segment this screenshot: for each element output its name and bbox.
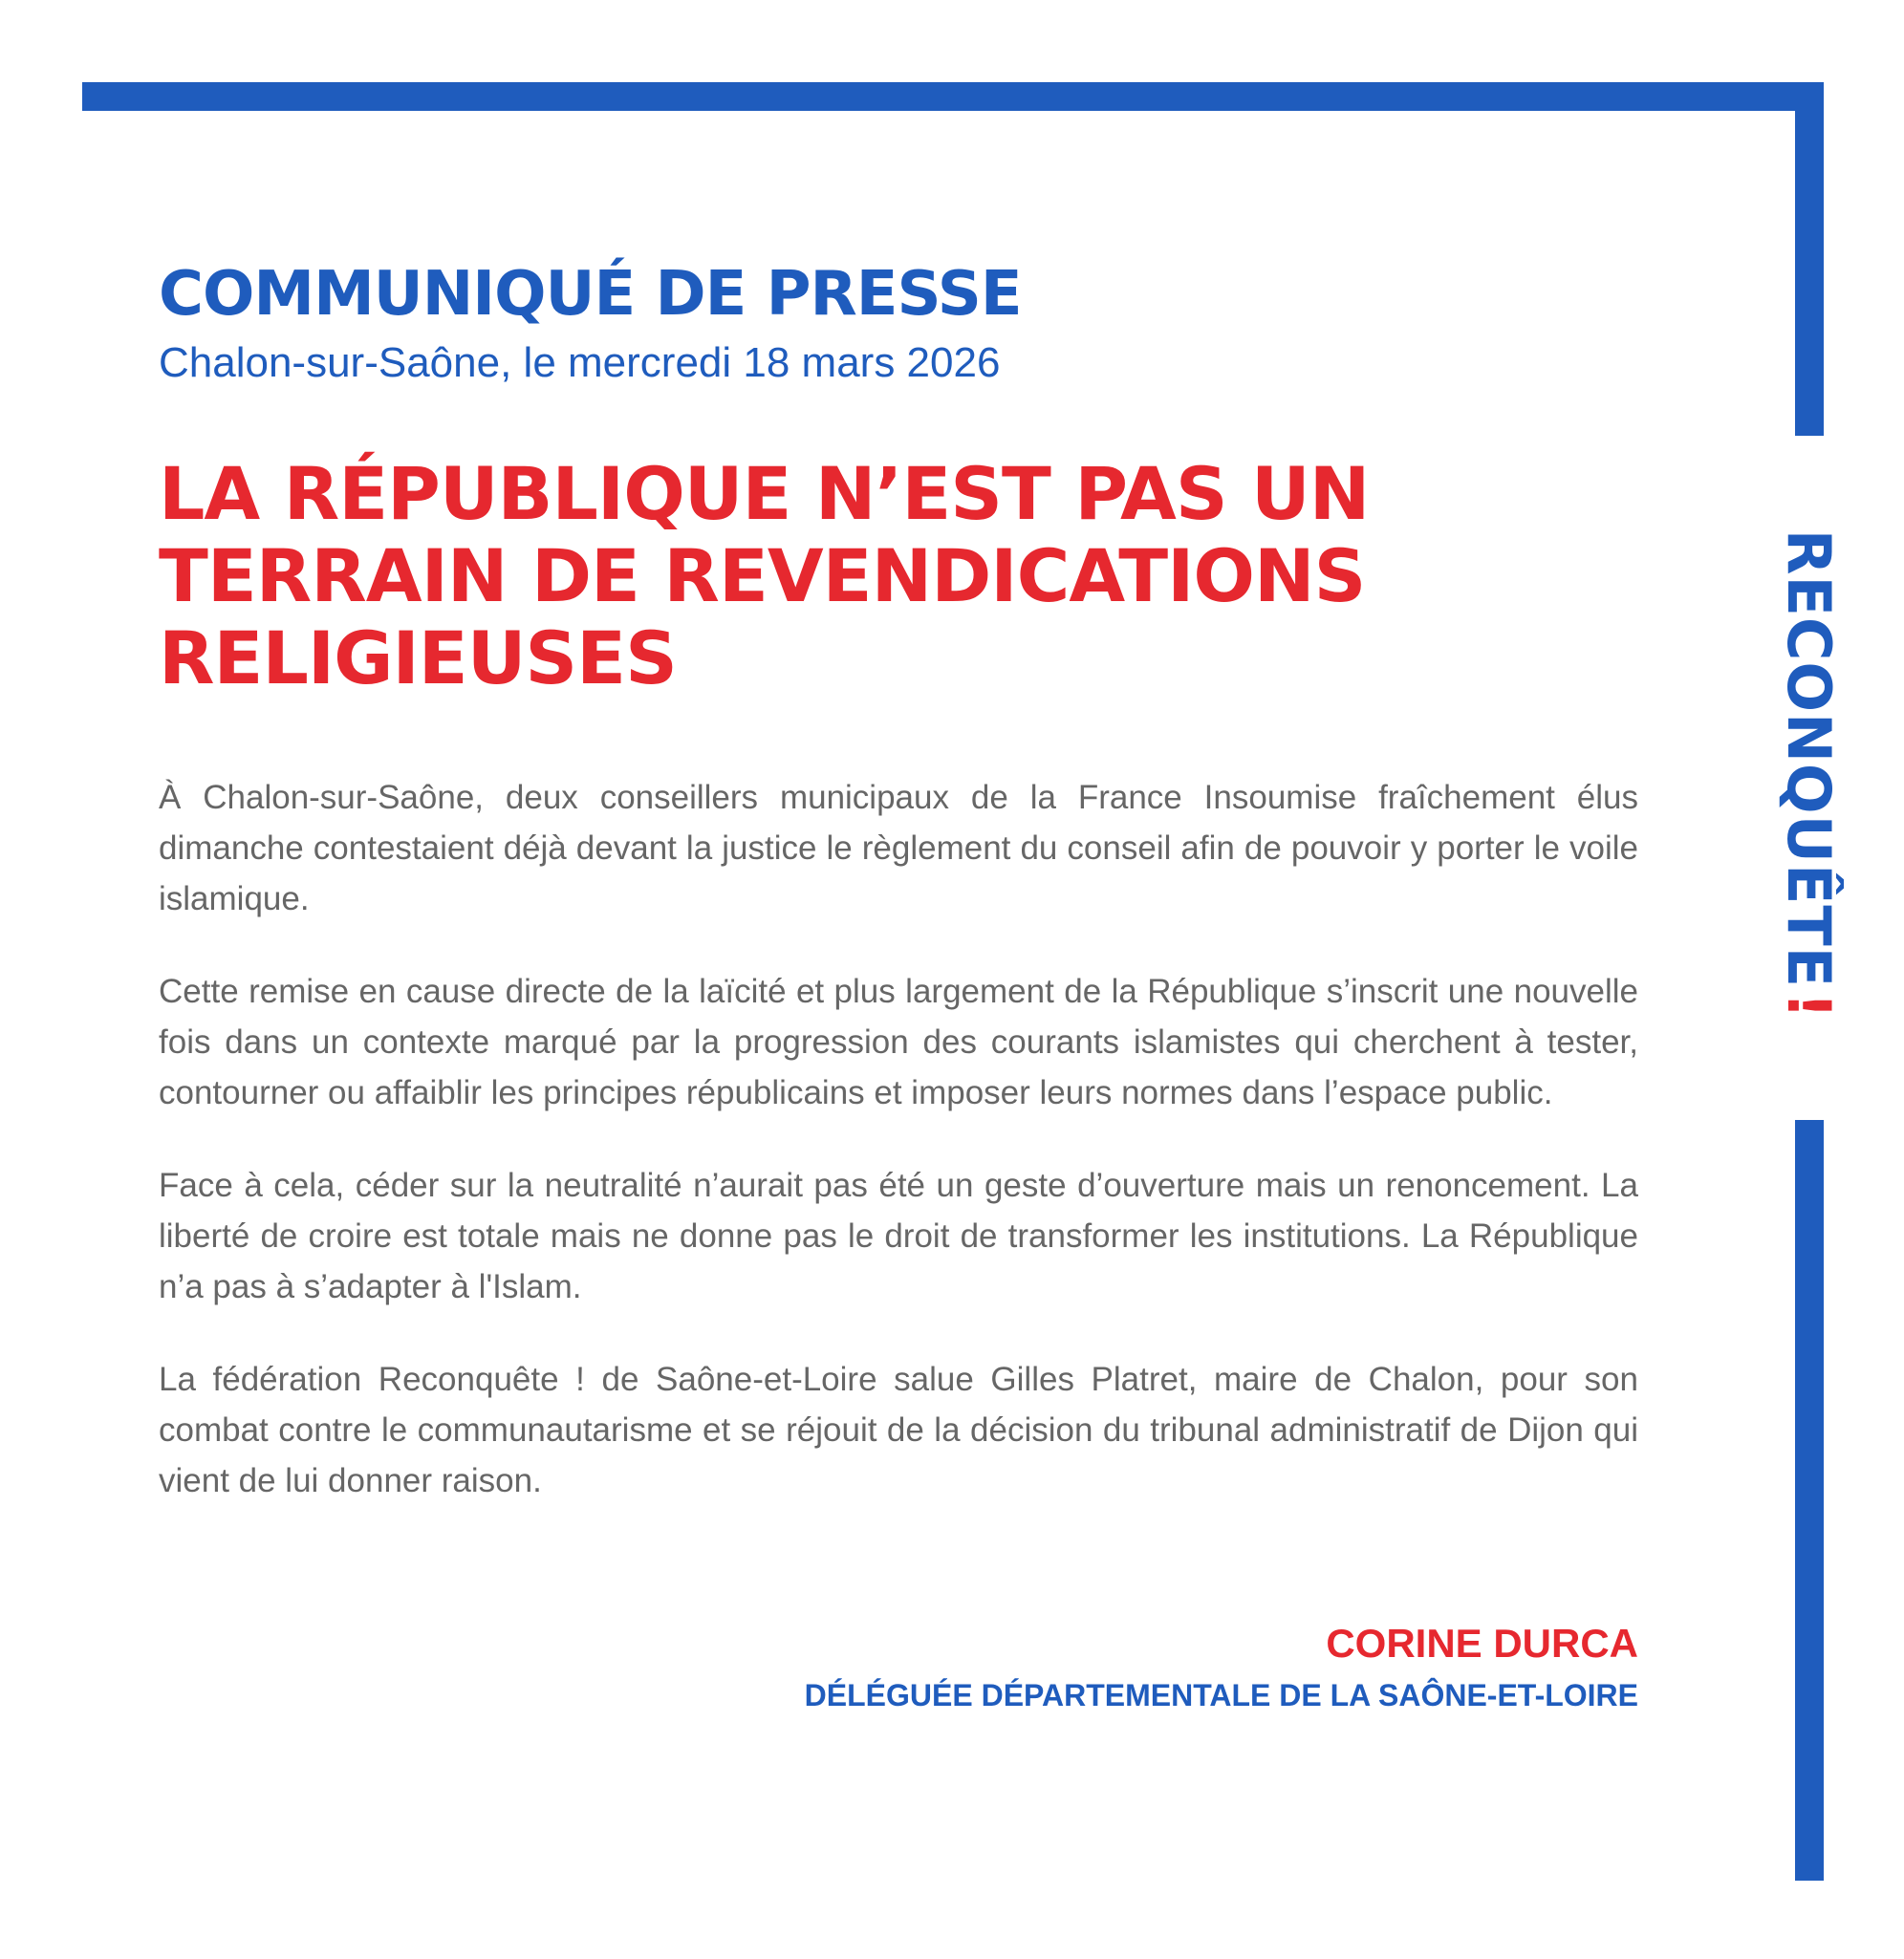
logo-wordmark: RECONQUÊTE bbox=[1774, 528, 1845, 988]
frame-right-bar-lower bbox=[1795, 1120, 1824, 1881]
headline-line: LA RÉPUBLIQUE N’EST PAS UN bbox=[159, 451, 1370, 536]
signature-block bbox=[805, 1617, 1638, 1720]
headline-line: TERRAIN DE REVENDICATIONS bbox=[159, 533, 1366, 618]
body-paragraph: Cette remise en cause directe de la laïcité et plus largement de la République s’inscrit une nouvelle fois dans un contexte marqué par la progression des courants islamistes qui cherchent à tester, contourner ou affaiblir les principes républicains et imposer leurs normes dans l’espace public. bbox=[159, 973, 1638, 1111]
frame-right-bar-upper bbox=[1795, 82, 1824, 436]
body-paragraph: À Chalon-sur-Saône, deux conseillers municipaux de la France Insoumise fraîchement élus dimanche contestaient déjà devant la justice le règlement du conseil afin de pouvoir y porter le voile islamique. bbox=[159, 779, 1638, 917]
body-paragraph: La fédération Reconquête ! de Saône-et-Loire salue Gilles Platret, maire de Chalon, pour son combat contre le communautarisme et se réjouit de la décision du tribunal administratif de Dijon qui vient de lui donner raison. bbox=[159, 1361, 1638, 1499]
dateline: Chalon-sur-Saône, le mercredi 18 mars 2026 bbox=[159, 339, 1001, 386]
frame-top-bar bbox=[82, 82, 1824, 111]
press-release-kicker: COMMUNIQUÉ DE PRESSE bbox=[159, 259, 1022, 330]
signatory-role: DÉLÉGUÉE DÉPARTEMENTALE DE LA SAÔNE-ET-LOIRE bbox=[804, 1678, 1638, 1712]
signatory-name: CORINE DURCA bbox=[1326, 1621, 1638, 1666]
headline-line: RELIGIEUSES bbox=[159, 615, 677, 700]
logo-exclamation-mark: ! bbox=[1774, 991, 1845, 1020]
headline bbox=[159, 453, 1401, 700]
reconquete-logo bbox=[1771, 526, 1848, 1023]
body-text bbox=[159, 772, 1638, 1548]
body-paragraph: Face à cela, céder sur la neutralité n’aurait pas été un geste d’ouverture mais un renoncement. La liberté de croire est totale mais ne donne pas le droit de transformer les institutions. La République n’a pas à s’adapter à l'Islam. bbox=[159, 1167, 1638, 1305]
